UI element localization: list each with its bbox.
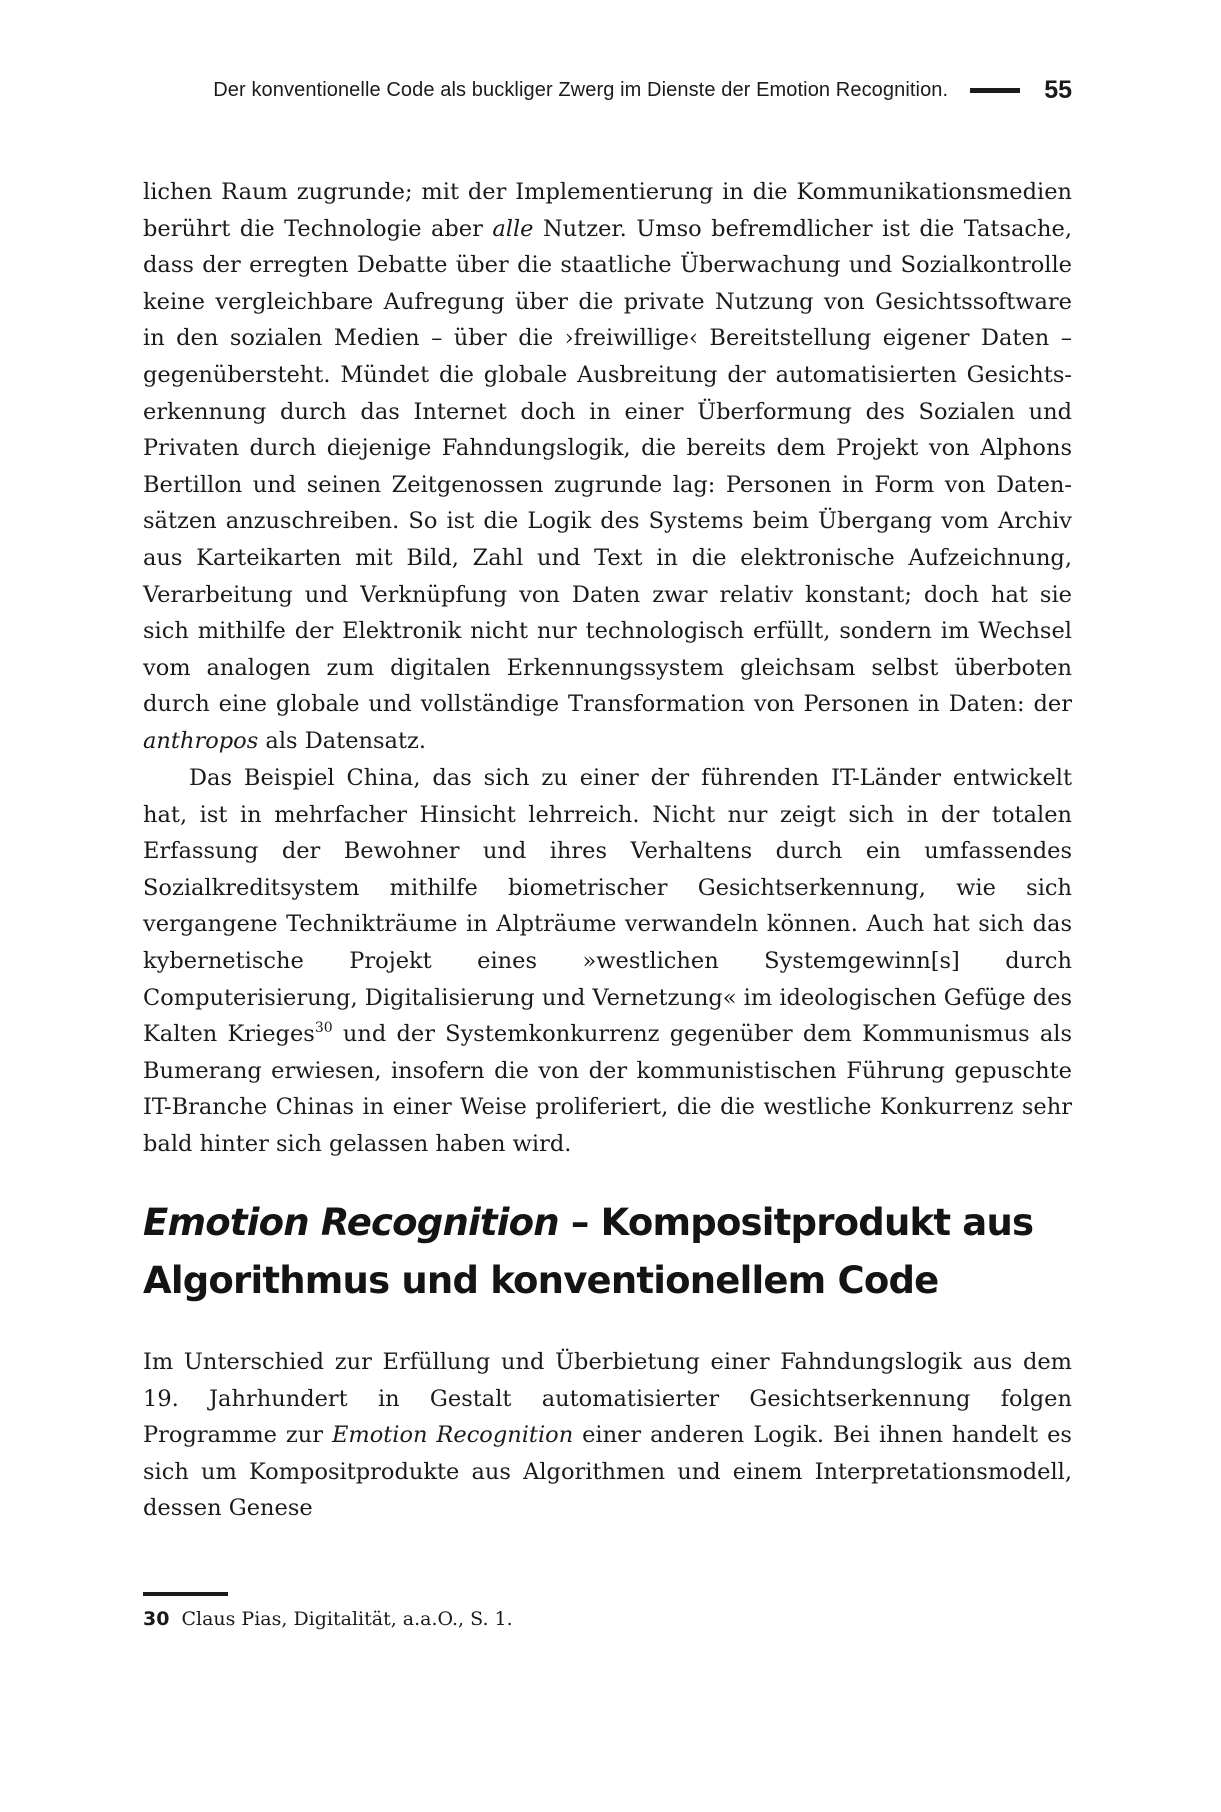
paragraph-1-segment-2: Nutzer. Umso befremdlicher ist die Tatsache, dass der erregten Debatte über die staatliche Überwachung und Sozialkontrolle keine vergleichbare Aufregung über die private Nutzung von Gesichtssoftware in den sozialen Medien – über die ›freiwillige‹ Bereitstellung eigener Daten – gegenübersteht. Mündet die globale Ausbreitung der automatisierten Gesichtserkennung durch das Internet doch in einer Überformung des Sozialen und Privaten durch diejenige Fahndungslogik, die bereits dem Projekt von Alphons Bertillon und seinen Zeitgenossen zugrunde lag: Personen in Form von Datensätzen anzuschreiben. So ist die Logik des Systems beim Übergang vom Archiv aus Karteikarten mit Bild, Zahl und Text in die elektronische Aufzeichnung, Verarbeitung und Verknüpfung von Daten zwar relativ konstant; doch hat sie sich mithilfe der Elektronik nicht nur technologisch erfüllt, sondern im Wechsel vom analogen zum digitalen Erkennungssystem gleichsam selbst überboten durch eine globale und vollständige Transformation von Personen in Daten: der: [143, 215, 1072, 718]
paragraph-3: [143, 1344, 1072, 1527]
section-heading: [143, 1194, 1072, 1310]
paragraph-3-segment-1: Im Unterschied zur Erfüllung und Überbietung einer Fahndungslogik aus dem 19. Jahrhundert in Gestalt automatisierter Gesichtserkennung folgen Programme zur: [143, 1349, 1072, 1449]
paragraph-2-text: [143, 760, 1072, 1163]
running-head-rule: [970, 88, 1020, 93]
running-head-title: Der konventionelle Code als buckliger Zwerg im Dienste der Emotion Recognition.: [213, 78, 949, 101]
footnote-reference[interactable]: 30: [314, 1019, 333, 1036]
footnote-number: 30: [143, 1608, 170, 1630]
paragraph-2-segment-2: und der Systemkonkurrenz gegenüber dem Kommunismus als Bumerang erwiesen, insofern die von der kommunistischen Führung gepuschte IT-Branche Chinas in einer Weise proliferiert, die die westliche Konkurrenz sehr bald hinter sich gelassen haben wird.: [143, 1021, 1072, 1157]
paragraph-2-segment-1: Das Beispiel China, das sich zu einer der führenden IT-Länder entwickelt hat, ist in mehrfacher Hinsicht lehrreich. Nicht nur zeigt sich in der totalen Erfassung der Bewohner und ihres Verhaltens durch ein umfassendes Sozialkreditsystem mithilfe biometrischer Gesichtserkennung, wie sich vergangene Technikträume in Alpträume verwandeln können. Auch hat sich das kybernetische Projekt eines »westlichen Systemgewinn[s] durch Computerisierung, Digitalisierung und Vernetzung« im ideologischen Gefüge des Kalten Krieges: [143, 765, 1072, 1048]
footnote-text: Claus Pias, Digitalität, a.a.O., S. 1.: [181, 1608, 513, 1630]
paragraph-1-emphasis-anthropos: anthropos: [143, 727, 259, 754]
section-heading-line-2: Algorithmus und konventionellem Code: [143, 1259, 939, 1302]
paragraph-3-text: [143, 1344, 1072, 1527]
section-heading-line-1: [143, 1194, 1072, 1252]
paragraph-1-segment-3: als Datensatz.: [258, 727, 427, 754]
section-heading-rest: – Kompositprodukt aus: [558, 1201, 1034, 1244]
paragraph-1: [143, 174, 1072, 760]
footnote: [143, 1604, 1072, 1634]
paragraph-1-text: [143, 174, 1072, 760]
paragraph-1-segment-1: lichen Raum zugrunde; mit der Implementierung in die Kommunikationsmedien berührt die Technologie aber: [143, 179, 1072, 242]
paragraph-3-segment-2: einer anderen Logik. Bei ihnen handelt es sich um Kompositprodukte aus Algorithmen und einem Interpretationsmodell, dessen Genese: [143, 1422, 1072, 1522]
paragraph-3-emphasis: Emotion Recognition: [331, 1422, 574, 1449]
paragraph-2: [143, 760, 1072, 1163]
running-head: [143, 70, 1072, 110]
section-heading-italic: Emotion Recognition: [143, 1201, 559, 1244]
page-number: 55: [1044, 75, 1072, 104]
paragraph-1-emphasis-alle: alle: [492, 215, 534, 242]
footnote-rule: [143, 1592, 228, 1596]
